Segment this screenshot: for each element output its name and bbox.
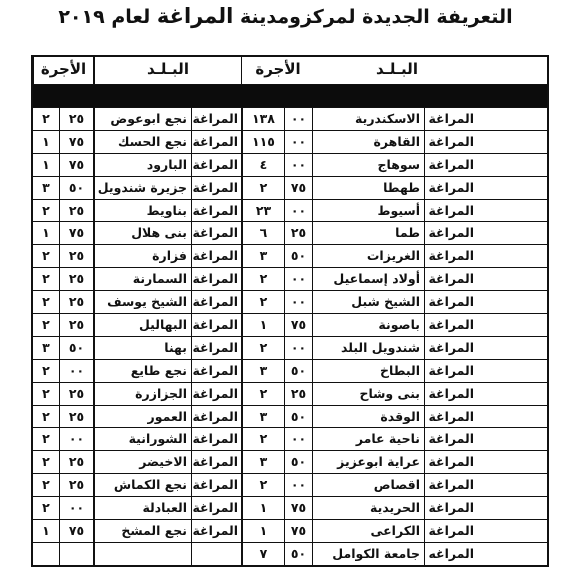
- fare-left-piasters: ٧٥: [59, 222, 93, 244]
- town-left: بنى هلال: [93, 222, 191, 244]
- fare-right-piasters: ٥٠: [284, 406, 312, 428]
- origin-left: المراغة: [191, 406, 241, 428]
- town-right: الشيخ شبل: [312, 291, 424, 313]
- town-right: ناحية عامر: [312, 428, 424, 450]
- fare-left-piasters: ٢٥: [59, 108, 93, 130]
- table-row: [33, 290, 547, 313]
- fare-right-pounds: ١: [241, 520, 284, 542]
- origin-right: المراغة: [424, 451, 478, 473]
- table-row: [33, 313, 547, 336]
- origin-right: المراغة: [424, 428, 478, 450]
- town-right: طهطا: [312, 177, 424, 199]
- table-row: [33, 199, 547, 222]
- fare-right-piasters: ٧٥: [284, 520, 312, 542]
- fare-right-piasters: ٠٠: [284, 131, 312, 153]
- origin-left: المراغة: [191, 474, 241, 496]
- town-left: الجزازرة: [93, 383, 191, 405]
- fare-left-piasters: ٢٥: [59, 474, 93, 496]
- fare-left-pounds: ٢: [42, 454, 50, 470]
- origin-right: المراغة: [424, 177, 478, 199]
- fare-left-pounds: ٢: [42, 248, 50, 264]
- fare-left-pounds: ٢: [42, 202, 50, 218]
- town-left: السمارنة: [93, 268, 191, 290]
- origin-right: المراغة: [424, 406, 478, 428]
- table-row: [33, 405, 547, 428]
- town-left: بناويط: [93, 200, 191, 222]
- header-fare-left: الأجرة: [33, 57, 93, 84]
- fare-left-piasters: ٠٠: [59, 360, 93, 382]
- fare-right-pounds: ١: [241, 314, 284, 336]
- table-row: [33, 244, 547, 267]
- town-right: باصونة: [312, 314, 424, 336]
- fare-right-piasters: ٥٠: [284, 360, 312, 382]
- fare-right-piasters: ٢٥: [284, 383, 312, 405]
- fare-left-pounds: ١: [42, 156, 50, 172]
- origin-left: المراغة: [191, 360, 241, 382]
- fare-table: [31, 55, 549, 567]
- table-row: [33, 450, 547, 473]
- fare-left-piasters: ٢٥: [59, 200, 93, 222]
- fare-left-piasters: ٢٥: [59, 314, 93, 336]
- table-body: [33, 107, 547, 565]
- fare-right-piasters: ٠٠: [284, 291, 312, 313]
- table-row: [33, 427, 547, 450]
- town-left: الاخيضر: [93, 451, 191, 473]
- table-row: [33, 519, 547, 542]
- fare-left-piasters: ٠٠: [59, 428, 93, 450]
- fare-left-piasters: ٥٠: [59, 337, 93, 359]
- fare-right-pounds: ٣: [241, 360, 284, 382]
- town-right: عراية ابوعزيز: [312, 451, 424, 473]
- fare-left-piasters: ٢٥: [59, 383, 93, 405]
- town-left: البهاليل: [93, 314, 191, 336]
- town-right: أسيوط: [312, 200, 424, 222]
- table-row: [33, 336, 547, 359]
- town-right: الوقدة: [312, 406, 424, 428]
- fare-right-pounds: ٣: [241, 245, 284, 267]
- fare-left-piasters: ٧٥: [59, 131, 93, 153]
- town-right: الاسكندرية: [312, 108, 424, 130]
- fare-left-pounds: ١: [42, 225, 50, 241]
- header-town-left: البـلـد: [93, 57, 241, 84]
- origin-right: المراغة: [424, 131, 478, 153]
- table-row: [33, 542, 547, 565]
- origin-right: المراغه: [424, 543, 478, 565]
- title-part-1: التعريفة الجديدة لمركزومدينة: [240, 6, 513, 28]
- town-left: نجع طايع: [93, 360, 191, 382]
- town-left: نجع المشخ: [93, 520, 191, 542]
- fare-right-pounds: ٢: [241, 474, 284, 496]
- fare-right-pounds: ٣: [241, 451, 284, 473]
- fare-right-piasters: ٠٠: [284, 428, 312, 450]
- town-left: فزارة: [93, 245, 191, 267]
- origin-left: [191, 543, 241, 565]
- origin-right: المراغة: [424, 314, 478, 336]
- town-right: اقصاص: [312, 474, 424, 496]
- origin-right: المراغة: [424, 520, 478, 542]
- fare-left-pounds: ١: [42, 523, 50, 539]
- fare-right-piasters: ٧٥: [284, 497, 312, 519]
- fare-left-piasters: ٠٠: [59, 497, 93, 519]
- town-left: [93, 543, 191, 565]
- table-row: [33, 153, 547, 176]
- fare-left-piasters: ٧٥: [59, 520, 93, 542]
- fare-right-piasters: ٠٠: [284, 474, 312, 496]
- fare-right-piasters: ٠٠: [284, 268, 312, 290]
- fare-left-pounds: ٢: [42, 271, 50, 287]
- fare-left-piasters: [59, 543, 93, 565]
- fare-left-pounds: ٢: [42, 385, 50, 401]
- origin-left: المراغة: [191, 108, 241, 130]
- origin-right: المراغة: [424, 497, 478, 519]
- fare-left-piasters: ٢٥: [59, 291, 93, 313]
- fare-right-pounds: ٢: [241, 428, 284, 450]
- fare-right-pounds: ٤: [241, 154, 284, 176]
- fare-right-pounds: ٧: [241, 543, 284, 565]
- fare-left-pounds: ٢: [42, 408, 50, 424]
- fare-right-pounds: ٢: [241, 337, 284, 359]
- origin-right: المراغة: [424, 154, 478, 176]
- table-row: [33, 473, 547, 496]
- fare-left-pounds: ٢: [42, 477, 50, 493]
- fare-right-piasters: ٥٠: [284, 245, 312, 267]
- fare-right-piasters: ٥٠: [284, 543, 312, 565]
- town-right: الكراعى: [312, 520, 424, 542]
- fare-right-pounds: ١١٥: [241, 131, 284, 153]
- table-row: [33, 359, 547, 382]
- fare-right-pounds: ٢٣: [241, 200, 284, 222]
- town-left: العبادلة: [93, 497, 191, 519]
- fare-right-pounds: ٢: [241, 383, 284, 405]
- header-town-right: البـلـد: [376, 60, 418, 78]
- town-left: نجع ابوعوض: [93, 108, 191, 130]
- origin-left: المراغة: [191, 314, 241, 336]
- table-row: [33, 382, 547, 405]
- fare-left-pounds: ٢: [42, 431, 50, 447]
- fare-right-pounds: ١٣٨: [241, 108, 284, 130]
- fare-right-pounds: ١: [241, 497, 284, 519]
- origin-left: المراغة: [191, 291, 241, 313]
- origin-left: المراغة: [191, 245, 241, 267]
- fare-left-pounds: [33, 543, 59, 565]
- town-left: البارود: [93, 154, 191, 176]
- town-right: أولاد إسماعيل: [312, 268, 424, 290]
- fare-right-pounds: ٣: [241, 406, 284, 428]
- table-row: [33, 221, 547, 244]
- fare-right-piasters: ٧٥: [284, 177, 312, 199]
- origin-left: المراغة: [191, 383, 241, 405]
- origin-left: المراغة: [191, 337, 241, 359]
- origin-left: المراغة: [191, 451, 241, 473]
- fare-right-pounds: ٢: [241, 268, 284, 290]
- origin-left: المراغة: [191, 428, 241, 450]
- fare-left-pounds: ٢: [42, 362, 50, 378]
- town-left: العمور: [93, 406, 191, 428]
- fare-left-piasters: ٢٥: [59, 245, 93, 267]
- town-left: بهنا: [93, 337, 191, 359]
- town-right: شندويل البلد: [312, 337, 424, 359]
- fare-left-piasters: ٧٥: [59, 154, 93, 176]
- origin-left: المراغة: [191, 222, 241, 244]
- fare-right-pounds: ٦: [241, 222, 284, 244]
- fare-left-pounds: ٣: [42, 339, 50, 355]
- table-row: [33, 130, 547, 153]
- fare-left-piasters: ٢٥: [59, 406, 93, 428]
- town-right: البطاخ: [312, 360, 424, 382]
- table-row: [33, 267, 547, 290]
- fare-right-pounds: ٢: [241, 291, 284, 313]
- town-right: بنى وشاح: [312, 383, 424, 405]
- title-city: المراغة: [156, 4, 234, 28]
- origin-left: المراغة: [191, 154, 241, 176]
- fare-right-piasters: ٠٠: [284, 200, 312, 222]
- town-left: نجع الحسك: [93, 131, 191, 153]
- fare-right-piasters: ٧٥: [284, 314, 312, 336]
- fare-right-piasters: ٢٥: [284, 222, 312, 244]
- fare-left-pounds: ١: [42, 133, 50, 149]
- origin-left: المراغة: [191, 497, 241, 519]
- town-left: الشورانية: [93, 428, 191, 450]
- title-year: لعام ٢٠١٩: [58, 6, 151, 28]
- page-title: [0, 2, 571, 31]
- town-right: طما: [312, 222, 424, 244]
- table-row: [33, 496, 547, 519]
- town-right: سوهاج: [312, 154, 424, 176]
- origin-right: المراغة: [424, 291, 478, 313]
- fare-right-piasters: ٥٠: [284, 451, 312, 473]
- origin-right: المراغة: [424, 245, 478, 267]
- fare-right-pounds: ٢: [241, 177, 284, 199]
- fare-left-piasters: ٥٠: [59, 177, 93, 199]
- origin-right: المراغة: [424, 337, 478, 359]
- origin-right: المراغة: [424, 200, 478, 222]
- table-header: [33, 57, 547, 85]
- fare-left-piasters: ٢٥: [59, 451, 93, 473]
- town-right: القاهرة: [312, 131, 424, 153]
- origin-right: المراغة: [424, 474, 478, 496]
- fare-right-piasters: ٠٠: [284, 337, 312, 359]
- town-left: جزيرة شندويل: [93, 177, 191, 199]
- origin-left: المراغة: [191, 520, 241, 542]
- fare-left-pounds: ٢: [42, 111, 50, 126]
- origin-right: المراغة: [424, 268, 478, 290]
- origin-left: المراغة: [191, 268, 241, 290]
- fare-left-pounds: ٢: [42, 500, 50, 516]
- fare-right-piasters: ٠٠: [284, 108, 312, 130]
- town-left: نجع الكماش: [93, 474, 191, 496]
- table-row: [33, 107, 547, 130]
- origin-right: المراغة: [424, 383, 478, 405]
- origin-left: المراغة: [191, 131, 241, 153]
- fare-left-pounds: ٢: [42, 317, 50, 333]
- origin-right: المراغة: [424, 222, 478, 244]
- table-row: [33, 176, 547, 199]
- header-band: [33, 85, 547, 107]
- fare-left-pounds: ٣: [42, 179, 50, 195]
- town-right: الحريدية: [312, 497, 424, 519]
- origin-left: المراغة: [191, 177, 241, 199]
- header-fare-right: الأجرة: [241, 57, 314, 84]
- fare-right-piasters: ٠٠: [284, 154, 312, 176]
- origin-right: المراغة: [424, 108, 478, 130]
- origin-right: المراغة: [424, 360, 478, 382]
- fare-left-pounds: ٢: [42, 294, 50, 310]
- town-left: الشيخ يوسف: [93, 291, 191, 313]
- fare-left-piasters: ٢٥: [59, 268, 93, 290]
- town-right: جامعة الكوامل: [312, 543, 424, 565]
- town-right: الغريزات: [312, 245, 424, 267]
- origin-left: المراغة: [191, 200, 241, 222]
